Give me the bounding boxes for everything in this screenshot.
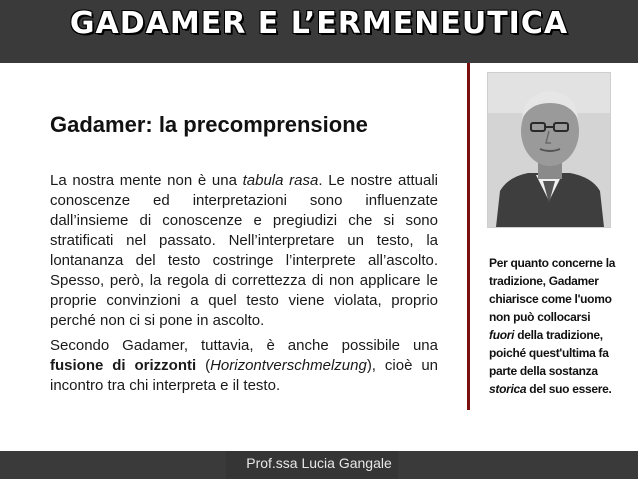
paragraph-1 (50, 171, 438, 331)
portrait-image (488, 73, 610, 227)
paragraph-2 (50, 336, 438, 396)
emphasis-text: Horizontverschmelzung (210, 357, 367, 374)
vertical-divider (467, 63, 470, 410)
emphasis-text: fuori (489, 328, 515, 342)
text-segment: del suo essere. (526, 382, 612, 396)
footer-author: Prof.ssa Lucia Gangale (246, 455, 392, 471)
photo-caption (489, 254, 617, 398)
text-segment: ( (196, 357, 211, 374)
text-segment: Per quanto concerne la tradizione, Gadamer chiarisce come l'uomo non può collocarsi (489, 256, 616, 324)
section-heading: Gadamer: la precomprensione (50, 112, 368, 137)
emphasis-text: storica (489, 382, 527, 396)
text-segment: . Le nostre attuali conoscenze ed interpretazioni sono influenzate dall’insieme di conoscenze e pregiudizi che si sono stratificati nel passato. Nell’interpretare un testo, la lontananza del testo costringe l’interprete all’ascolto. Spesso, però, la regola di correttezza di non applicare le proprie convinzioni a quel testo viene violata, proprio perché non ci si pone in ascolto. (50, 172, 439, 329)
text-segment: La nostra mente non è una (50, 172, 243, 189)
emphasis-text: tabula rasa (242, 172, 319, 189)
text-segment: Secondo Gadamer, tuttavia, è anche possibile una (50, 337, 438, 354)
body-text (50, 171, 438, 396)
bold-text: fusione di orizzonti (50, 357, 197, 374)
text-segment: della tradizione, poiché quest'ultima fa parte della sostanza (489, 328, 609, 378)
portrait-photo (487, 72, 611, 228)
slide-title: GADAMER E L’ERMENEUTICA (69, 6, 569, 41)
text-segment: ), cioè un incontro tra chi interpreta e il testo. (50, 357, 439, 394)
